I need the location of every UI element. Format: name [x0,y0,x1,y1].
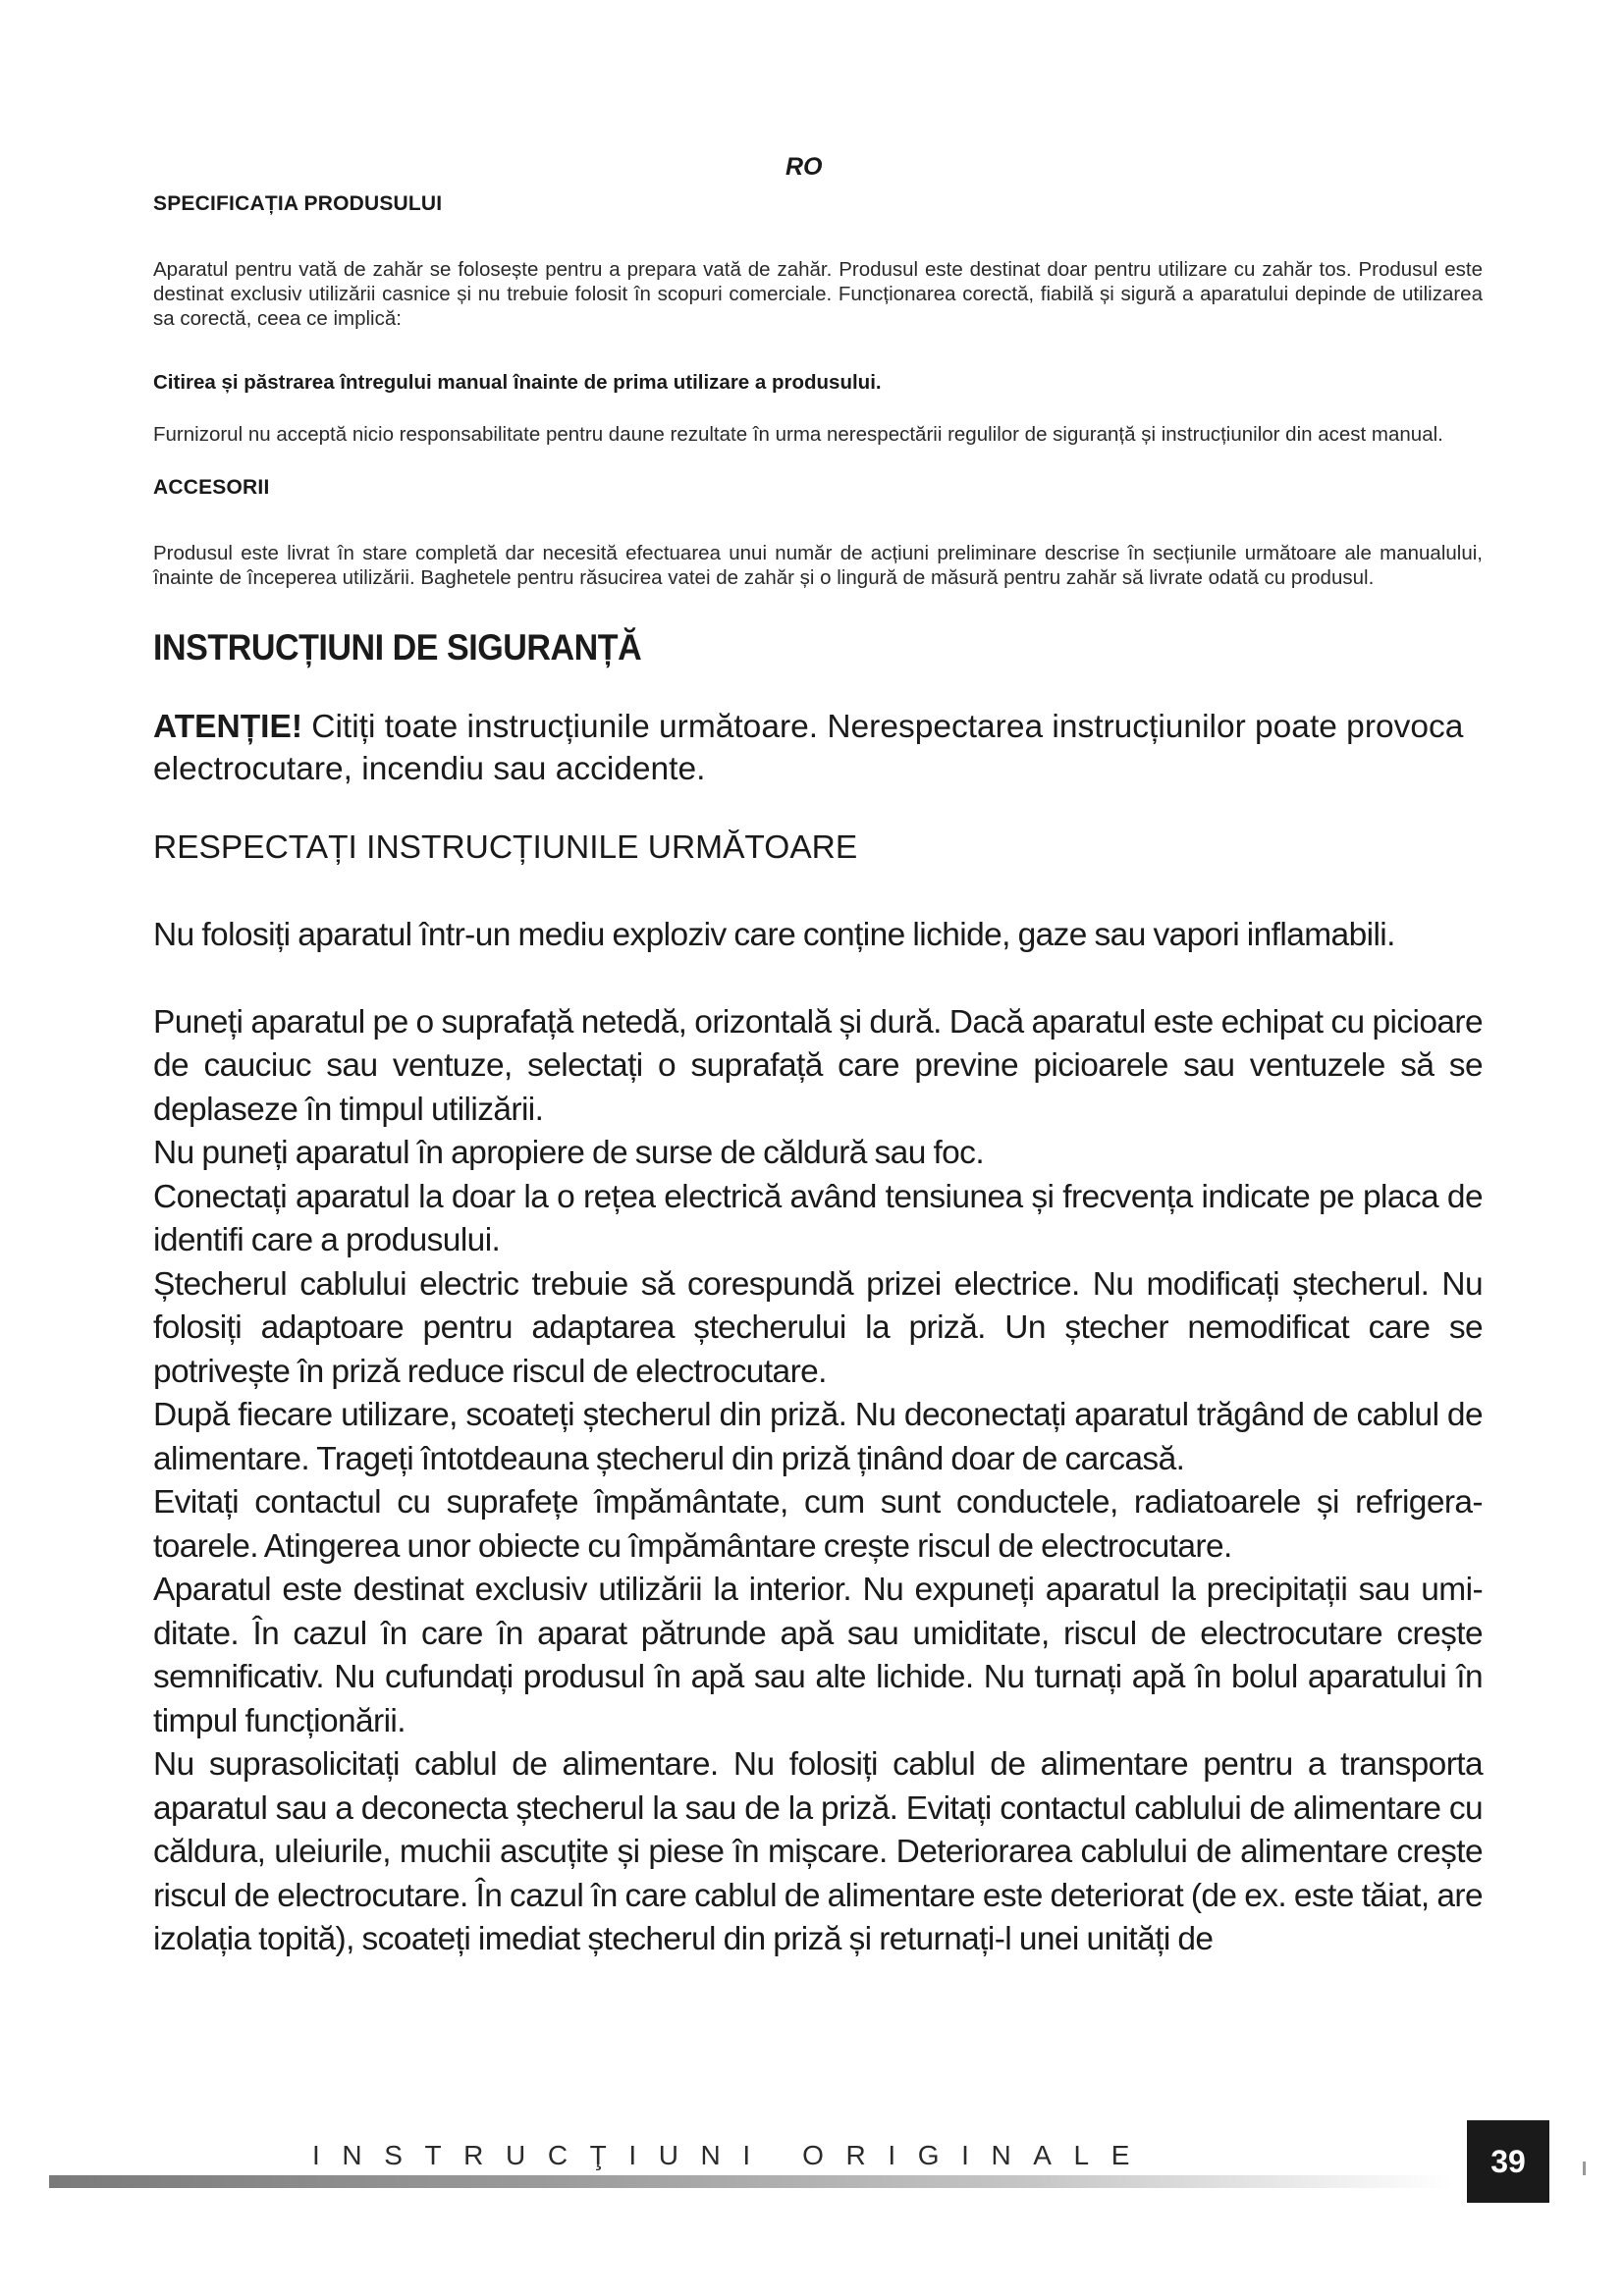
liability-paragraph: Furnizorul nu acceptă nicio responsabilitate pentru daune rezultate în urma nerespectării regulilor de siguranță și instrucțiunilor din acest manual. [153,423,1443,446]
margin-tick [1583,2162,1586,2175]
safety-item: Nu puneți aparatul în apropiere de surse de căldură sau foc. [153,1135,985,1171]
language-code: RO [785,153,823,181]
warning-label: ATENȚIE! [153,709,302,745]
warning-paragraph [153,706,1483,790]
accessories-paragraph: Produsul este livrat în stare completă dar necesită efectuarea unui număr de acțiuni preliminare descrise în secțiunile următoare ale manualului, înainte de începerea utilizării. Baghetele pentru răsucirea vatei de zahăr și o lingură de măsură pentru zahăr să livrate odată cu produsul. [153,542,1483,589]
page-content [153,192,1483,1962]
footer-label: INSTRUCŢIUNI ORIGINALE [312,2140,1153,2170]
footer-gradient-bar [49,2175,1453,2188]
product-spec-paragraph: Aparatul pentru vată de zahăr se folosește pentru a prepara vată de zahăr. Produsul este destinat doar pentru utilizare cu zahăr tos. Produsul este destinat exclusiv utilizării casnice și nu trebuie folosit în scopuri comerciale. Funcționarea corectă, fiabilă și sigură a aparatului depinde de utilizarea sa corectă, ceea ce implică: [153,258,1483,330]
product-spec-heading: SPECIFICAȚIA PRODUSULUI [153,192,443,215]
safety-item: Evitați contactul cu suprafețe împământate, cum sunt conductele, radiatoarele și refrigera-toarele. Atingerea unor obiecte cu împământare crește riscul de electrocutare. [153,1484,1483,1565]
safety-item: Puneți aparatul pe o suprafață netedă, orizontală și dură. Dacă aparatul este echipat cu picioare de cauciuc sau ventuze, selectați o suprafață care previne picioarele sau ventuzele să se deplaseze în timpul utilizării. [153,1003,1483,1128]
safety-item: Nu suprasolicitați cablul de alimentare. Nu folosiți cablul de alimentare pentru a transporta aparatul sau a deconecta ștecherul la sau de la priză. Evitați contactul cablului de alimentare cu căldura, uleiurile, muchii ascuțite și piese în mișcare. Deteriorarea cablului de alimentare crește riscul de electrocutare. În cazul în care cablul de alimentare este deteriorat (de ex. este tăiat, are izolația topită), scoateți imediat ștecherul din priză și returnați-l unei unități de [153,1746,1483,1957]
warning-text: Citiți toate instrucțiunile următoare. Nerespectarea instrucțiunilor poate provoca electrocutare, incendiu sau accidente. [153,709,1464,787]
safety-item: Aparatul este destinat exclusiv utilizării la interior. Nu expuneți aparatul la precipitații sau umi-ditate. În cazul în care în aparat pătrunde apă sau umiditate, riscul de electrocutare crește semnificativ. Nu cufundați produsul în apă sau alte lichide. Nu turnați apă în bolul aparatului în timpul funcționării. [153,1572,1483,1739]
safety-item: Conectați aparatul la doar la o rețea electrică având tensiunea și frecvența indicate pe placa de identifi care a produsului. [153,1178,1483,1258]
safety-item: Ștecherul cablului electric trebuie să corespundă prizei electrice. Nu modificați ștecherul. Nu folosiți adaptoare pentru adaptarea ștecherului la priză. Un ștecher nemodificat care se potrivește în priză reduce riscul de electrocutare. [153,1265,1483,1390]
accessories-heading: ACCESORII [153,476,270,499]
page-number: 39 [1467,2120,1549,2203]
safety-item: După fiecare utilizare, scoateți ștecherul din priză. Nu deconectați aparatul trăgând de cablul de alimentare. Trageți întotdeauna ștecherul din priză ținând doar de carcasă. [153,1397,1483,1477]
safety-item: Nu folosiți aparatul într-un mediu exploziv care conține lichide, gaze sau vapori inflamabili. [153,917,1395,953]
safety-heading: INSTRUCȚIUNI DE SIGURANȚĂ [153,627,642,667]
read-manual-note: Citirea și păstrarea întregului manual înainte de prima utilizare a produsului. [153,371,882,394]
safety-subheading: RESPECTAȚI INSTRUCȚIUNILE URMĂTOARE [153,829,858,866]
